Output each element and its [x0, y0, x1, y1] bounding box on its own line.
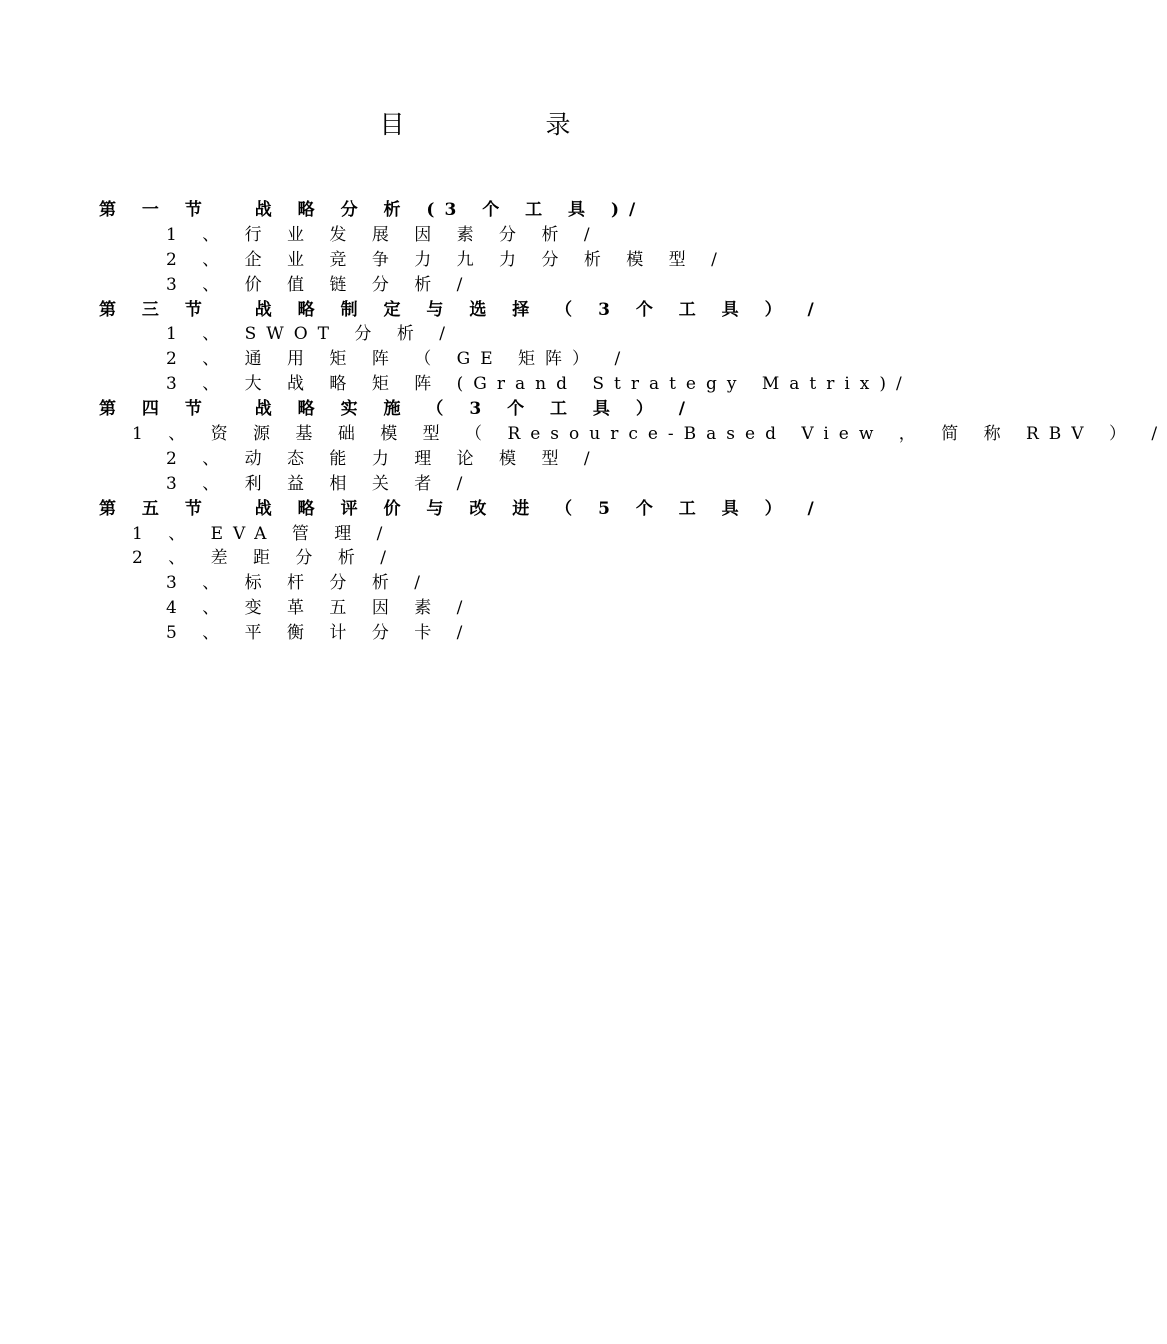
toc-item[interactable]: 1 、 资 源 基 础 模 型 （ Resource-Based View ， 简 称 RBV ） / [132, 424, 1167, 445]
toc-section-3[interactable]: 第 三 节 战 略 制 定 与 选 择 （ 3 个 工 具 ） / [99, 299, 824, 320]
toc-section-5[interactable]: 第 五 节 战 略 评 价 与 改 进 （ 5 个 工 具 ） / [99, 498, 824, 519]
toc-item[interactable]: 1 、 EVA 管 理 / [132, 523, 393, 544]
toc-item[interactable]: 2 、 差 距 分 析 / [132, 548, 396, 569]
toc-item[interactable]: 1 、 行 业 发 展 因 素 分 析 / [166, 224, 600, 245]
toc-section-1[interactable]: 第 一 节 战 略 分 析 (3 个 工 具 )/ [99, 200, 646, 220]
toc-item[interactable]: 3 、 价 值 链 分 析 / [166, 274, 473, 295]
toc-item[interactable]: 3 、 大 战 略 矩 阵 (Grand Strategy Matrix)/ [166, 374, 912, 395]
page-title: 目 录 [379, 110, 629, 139]
toc-item[interactable]: 2 、 企 业 竞 争 力 九 力 分 析 模 型 / [166, 249, 727, 270]
toc-item[interactable]: 1 、 SWOT 分 析 / [166, 324, 455, 345]
toc-item[interactable]: 2 、 动 态 能 力 理 论 模 型 / [166, 448, 600, 469]
toc-item[interactable]: 3 、 利 益 相 关 者 / [166, 473, 473, 494]
toc-item[interactable]: 4 、 变 革 五 因 素 / [166, 598, 473, 619]
table-of-contents [99, 198, 1167, 646]
toc-item[interactable]: 3 、 标 杆 分 析 / [166, 573, 430, 594]
toc-item[interactable]: 5 、 平 衡 计 分 卡 / [166, 623, 473, 644]
toc-item[interactable]: 2 、 通 用 矩 阵 （ GE 矩阵） / [166, 349, 631, 370]
toc-section-4[interactable]: 第 四 节 战 略 实 施 （ 3 个 工 具 ） / [99, 399, 695, 420]
